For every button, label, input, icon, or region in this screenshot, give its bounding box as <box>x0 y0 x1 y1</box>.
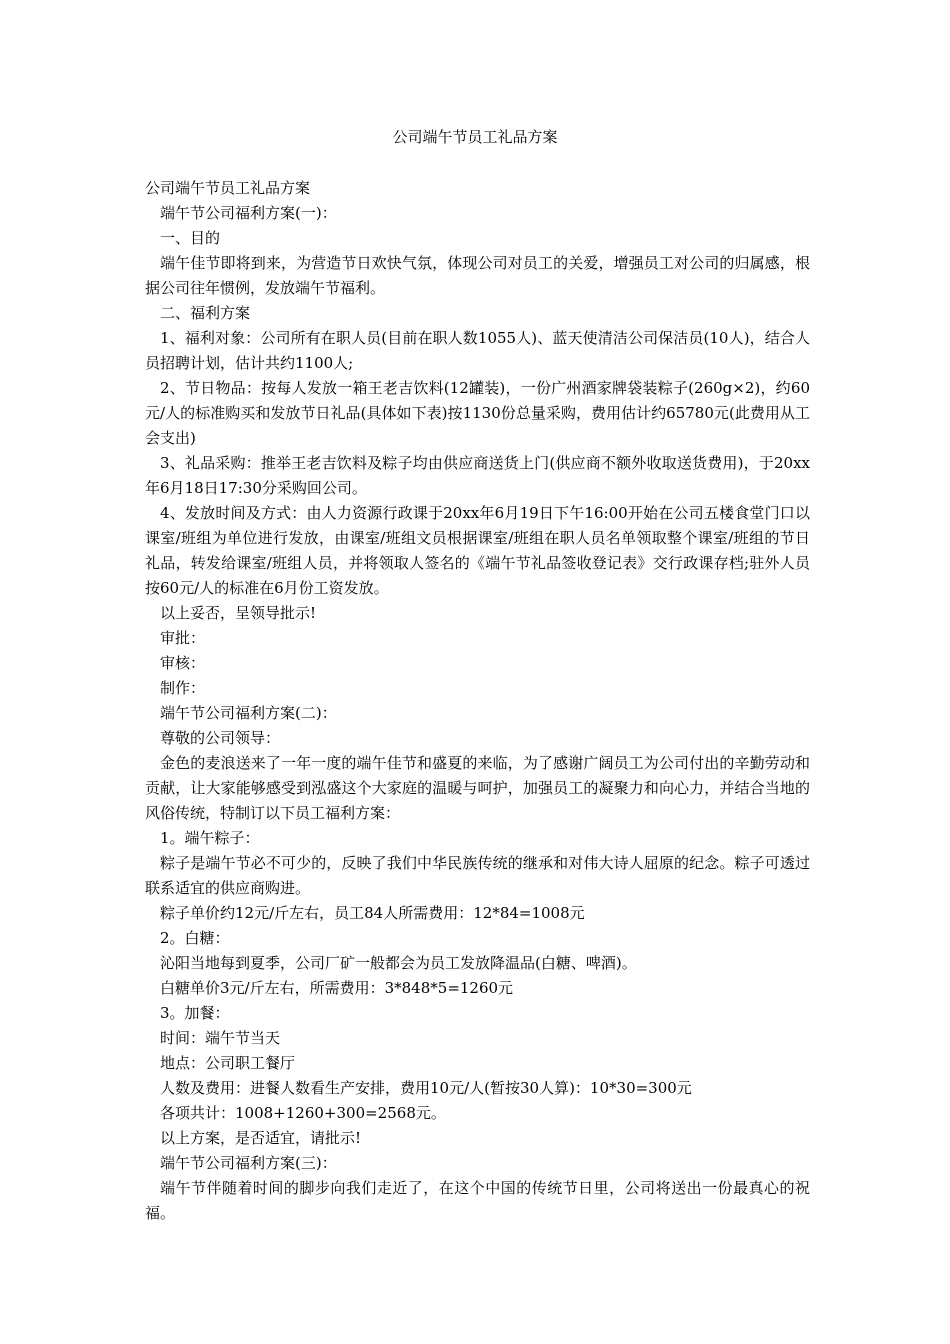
document-body <box>145 176 810 1226</box>
paragraph: 一、目的 <box>160 229 221 247</box>
paragraph: 以上方案，是否适宜，请批示! <box>160 1129 362 1147</box>
paragraph: 尊敬的公司领导： <box>160 729 281 747</box>
paragraph: 3、礼品采购：推举王老吉饮料及粽子均由供应商送货上门(供应商不额外收取送货费用)，于20xx年6月18日17:30分采购回公司。 <box>145 454 810 497</box>
paragraph: 审核： <box>160 654 206 672</box>
paragraph: 2、节日物品：按每人发放一箱王老吉饮料(12罐装)，一份广州酒家牌袋装粽子(260g×2)，约60元/人的标准购买和发放节日礼品(具体如下表)按1130份总量采购，费用估计约65780元(此费用从工会支出) <box>145 379 810 447</box>
paragraph: 3。加餐： <box>160 1004 230 1022</box>
paragraph: 1。端午粽子： <box>160 829 260 847</box>
paragraph: 白糖单价3元/斤左右，所需费用：3*848*5=1260元 <box>160 979 514 997</box>
paragraph: 时间：端午节当天 <box>160 1029 281 1047</box>
paragraph: 制作： <box>160 679 206 697</box>
paragraph: 粽子单价约12元/斤左右，员工84人所需费用：12*84=1008元 <box>160 904 585 922</box>
paragraph: 4、发放时间及方式：由人力资源行政课于20xx年6月19日下午16:00开始在公司五楼食堂门口以课室/班组为单位进行发放，由课室/班组文员根据课室/班组在职人员名单领取整个课室/班组的节日礼品，转发给课室/班组人员，并将领取人签名的《端午节礼品签收登记表》交行政课存档;驻外人员按60元/人的标准在6月份工资发放。 <box>145 504 810 597</box>
paragraph: 各项共计：1008+1260+300=2568元。 <box>160 1104 446 1122</box>
paragraph: 端午节公司福利方案(三)： <box>160 1154 337 1172</box>
paragraph: 端午节公司福利方案(一)： <box>160 204 337 222</box>
paragraph: 审批： <box>160 629 206 647</box>
paragraph: 金色的麦浪送来了一年一度的端午佳节和盛夏的来临，为了感谢广阔员工为公司付出的辛勤劳动和贡献，让大家能够感受到泓盛这个大家庭的温暖与呵护，加强员工的凝聚力和向心力，并结合当地的风俗传统，特制订以下员工福利方案： <box>145 754 810 822</box>
paragraph: 沁阳当地每到夏季，公司厂矿一般都会为员工发放降温品(白糖、啤酒)。 <box>160 954 637 972</box>
document-title: 公司端午节员工礼品方案 <box>392 128 558 146</box>
paragraph: 端午节公司福利方案(二)： <box>160 704 337 722</box>
paragraph: 二、福利方案 <box>160 304 251 322</box>
paragraph: 1、福利对象：公司所有在职人员(目前在职人数1055人)、蓝天使清洁公司保洁员(10人)，结合人员招聘计划，估计共约1100人; <box>145 329 810 372</box>
paragraph: 公司端午节员工礼品方案 <box>145 179 311 197</box>
paragraph: 端午佳节即将到来，为营造节日欢快气氛，体现公司对员工的关爱，增强员工对公司的归属感，根据公司往年惯例，发放端午节福利。 <box>145 254 810 297</box>
paragraph: 2。白糖： <box>160 929 230 947</box>
paragraph: 地点：公司职工餐厅 <box>160 1054 296 1072</box>
paragraph: 端午节伴随着时间的脚步向我们走近了，在这个中国的传统节日里，公司将送出一份最真心的祝福。 <box>145 1179 810 1222</box>
paragraph: 人数及费用：进餐人数看生产安排，费用10元/人(暂按30人算)：10*30=300元 <box>160 1079 692 1097</box>
paragraph: 粽子是端午节必不可少的，反映了我们中华民族传统的继承和对伟大诗人屈原的纪念。粽子可透过联系适宜的供应商购进。 <box>145 854 810 897</box>
paragraph: 以上妥否，呈领导批示! <box>160 604 317 622</box>
